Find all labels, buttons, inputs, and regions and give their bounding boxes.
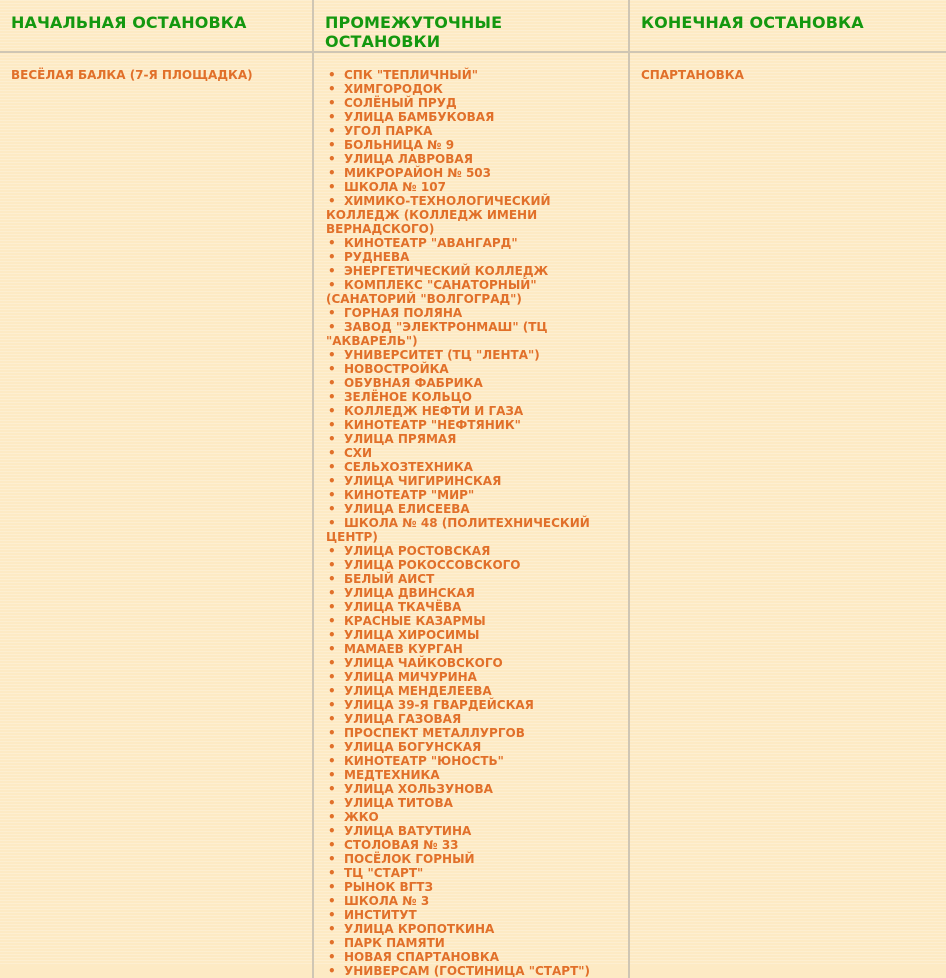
bullet-icon: •: [328, 250, 336, 264]
bullet-icon: •: [328, 642, 336, 656]
header-start-stop: НАЧАЛЬНАЯ ОСТАНОВКА: [0, 0, 313, 52]
bullet-icon: •: [328, 348, 336, 362]
stop-list-item: [326, 796, 622, 810]
stop-name: КИНОТЕАТР "МИР": [344, 488, 475, 502]
stop-list-item: [326, 936, 622, 950]
bullet-icon: •: [328, 544, 336, 558]
stop-list-item: [326, 390, 622, 404]
stop-list-item: [326, 866, 622, 880]
stop-list-item: [326, 460, 622, 474]
stop-name: ШКОЛА № 3: [344, 894, 430, 908]
bullet-icon: •: [328, 740, 336, 754]
stop-name: СОЛЁНЫЙ ПРУД: [344, 96, 457, 110]
stop-name: СПК "ТЕПЛИЧНЫЙ": [344, 68, 478, 82]
stop-list-item: [326, 558, 622, 572]
stop-name: ОБУВНАЯ ФАБРИКА: [344, 376, 483, 390]
stop-list-item: [326, 82, 622, 96]
bullet-icon: •: [328, 782, 336, 796]
stop-name: УЛИЦА РОКОССОВСКОГО: [344, 558, 521, 572]
stop-list-item: [326, 404, 622, 418]
stop-list-item: [326, 810, 622, 824]
bullet-icon: •: [328, 824, 336, 838]
stop-list-item: [326, 768, 622, 782]
bullet-icon: •: [328, 432, 336, 446]
stop-list-item: [326, 740, 622, 754]
bullet-icon: •: [328, 446, 336, 460]
intermediate-stops-cell: [313, 52, 629, 978]
stop-name: УЛИЦА МЕНДЕЛЕЕВА: [344, 684, 492, 698]
stop-name: УЛИЦА ТКАЧЁВА: [344, 600, 462, 614]
stop-name: РЫНОК ВГТЗ: [344, 880, 433, 894]
stop-name: УЛИЦА БОГУНСКАЯ: [344, 740, 482, 754]
intermediate-stops-list: [326, 68, 622, 978]
stop-name: УЛИЦА ХОЛЬЗУНОВА: [344, 782, 493, 796]
start-stop-name: ВЕСЁЛАЯ БАЛКА (7-Я ПЛОЩАДКА): [11, 68, 253, 82]
bullet-icon: •: [328, 628, 336, 642]
bullet-icon: •: [328, 404, 336, 418]
stop-name: БОЛЬНИЦА № 9: [344, 138, 455, 152]
bullet-icon: •: [328, 502, 336, 516]
stop-list-item: [326, 880, 622, 894]
stop-name: КОМПЛЕКС "САНАТОРНЫЙ" (САНАТОРИЙ "ВОЛГОГРАД"): [326, 278, 537, 306]
bullet-icon: •: [328, 418, 336, 432]
stop-name: НОВОСТРОЙКА: [344, 362, 449, 376]
stop-list-item: [326, 474, 622, 488]
bullet-icon: •: [328, 376, 336, 390]
bullet-icon: •: [328, 726, 336, 740]
stop-name: ГОРНАЯ ПОЛЯНА: [344, 306, 463, 320]
stop-name: УЛИЦА ЧАЙКОВСКОГО: [344, 656, 503, 670]
start-stop-cell: [0, 52, 313, 978]
stop-list-item: [326, 852, 622, 866]
stop-list-item: [326, 362, 622, 376]
bullet-icon: •: [328, 852, 336, 866]
stop-name: МИКРОРАЙОН № 503: [344, 166, 491, 180]
stop-name: МЕДТЕХНИКА: [344, 768, 440, 782]
stop-name: РУДНЕВА: [344, 250, 410, 264]
stop-name: ПОСЁЛОК ГОРНЫЙ: [344, 852, 475, 866]
stop-name: УЛИЦА ТИТОВА: [344, 796, 453, 810]
end-stop-name: СПАРТАНОВКА: [641, 68, 744, 82]
bullet-icon: •: [328, 558, 336, 572]
end-stop-cell: [629, 52, 946, 978]
stop-name: ШКОЛА № 48 (ПОЛИТЕХНИЧЕСКИЙ ЦЕНТР): [326, 516, 590, 544]
stop-name: ТЦ "СТАРТ": [344, 866, 424, 880]
bullet-icon: •: [328, 922, 336, 936]
stop-name: УЛИЦА ДВИНСКАЯ: [344, 586, 475, 600]
bullet-icon: •: [328, 124, 336, 138]
bullet-icon: •: [328, 488, 336, 502]
stop-list-item: [326, 306, 622, 320]
bullet-icon: •: [328, 166, 336, 180]
stop-list-item: [326, 320, 622, 348]
bullet-icon: •: [328, 908, 336, 922]
stop-name: НОВАЯ СПАРТАНОВКА: [344, 950, 499, 964]
stop-name: СХИ: [344, 446, 373, 460]
stop-list-item: [326, 194, 622, 236]
stop-name: УЛИЦА ХИРОСИМЫ: [344, 628, 480, 642]
stop-name: ЖКО: [344, 810, 379, 824]
bullet-icon: •: [328, 600, 336, 614]
stop-name: УЛИЦА ЧИГИРИНСКАЯ: [344, 474, 502, 488]
stop-list-item: [326, 656, 622, 670]
stop-name: ХИМГОРОДОК: [344, 82, 443, 96]
stop-list-item: [326, 824, 622, 838]
bullet-icon: •: [328, 362, 336, 376]
stop-list-item: [326, 166, 622, 180]
stop-list-item: [326, 110, 622, 124]
bullet-icon: •: [328, 68, 336, 82]
stop-name: СЕЛЬХОЗТЕХНИКА: [344, 460, 473, 474]
bullet-icon: •: [328, 894, 336, 908]
stop-name: УЛИЦА 39-Я ГВАРДЕЙСКАЯ: [344, 698, 534, 712]
stop-list-item: [326, 180, 622, 194]
stop-list-item: [326, 250, 622, 264]
stop-list-item: [326, 348, 622, 362]
bullet-icon: •: [328, 712, 336, 726]
stop-name: ЗЕЛЁНОЕ КОЛЬЦО: [344, 390, 472, 404]
header-intermediate-stops: ПРОМЕЖУТОЧНЫЕ ОСТАНОВКИ: [313, 0, 629, 52]
bullet-icon: •: [328, 572, 336, 586]
stop-name: УЛИЦА ЛАВРОВАЯ: [344, 152, 473, 166]
stop-name: СТОЛОВАЯ № 33: [344, 838, 459, 852]
stop-name: УЛИЦА КРОПОТКИНА: [344, 922, 495, 936]
header-end-stop: КОНЕЧНАЯ ОСТАНОВКА: [629, 0, 946, 52]
stop-list-item: [326, 712, 622, 726]
body-row: [0, 52, 946, 978]
bullet-icon: •: [328, 656, 336, 670]
stop-list-item: [326, 572, 622, 586]
bullet-icon: •: [328, 838, 336, 852]
bullet-icon: •: [328, 320, 336, 334]
bullet-icon: •: [328, 194, 336, 208]
bullet-icon: •: [328, 936, 336, 950]
stop-name: УЛИЦА МИЧУРИНА: [344, 670, 477, 684]
stop-list-item: [326, 488, 622, 502]
stop-list-item: [326, 586, 622, 600]
bullet-icon: •: [328, 768, 336, 782]
stop-name: ИНСТИТУТ: [344, 908, 417, 922]
stop-name: ХИМИКО-ТЕХНОЛОГИЧЕСКИЙ КОЛЛЕДЖ (КОЛЛЕДЖ ИМЕНИ ВЕРНАДСКОГО): [326, 194, 551, 236]
stop-list-item: [326, 964, 622, 978]
stop-list-item: [326, 908, 622, 922]
bullet-icon: •: [328, 96, 336, 110]
stop-list-item: [326, 922, 622, 936]
stop-list-item: [326, 642, 622, 656]
stop-list-item: [326, 516, 622, 544]
stop-list-item: [326, 124, 622, 138]
bullet-icon: •: [328, 306, 336, 320]
stop-list-item: [326, 670, 622, 684]
stop-name: КОЛЛЕДЖ НЕФТИ И ГАЗА: [344, 404, 524, 418]
stop-name: КИНОТЕАТР "НЕФТЯНИК": [344, 418, 521, 432]
stop-name: БЕЛЫЙ АИСТ: [344, 572, 435, 586]
bullet-icon: •: [328, 390, 336, 404]
stop-name: УЛИЦА ГАЗОВАЯ: [344, 712, 462, 726]
bullet-icon: •: [328, 460, 336, 474]
bullet-icon: •: [328, 138, 336, 152]
bullet-icon: •: [328, 474, 336, 488]
stop-list-item: [326, 894, 622, 908]
stop-name: ШКОЛА № 107: [344, 180, 446, 194]
bullet-icon: •: [328, 516, 336, 530]
stop-name: УНИВЕРСИТЕТ (ТЦ "ЛЕНТА"): [344, 348, 540, 362]
stop-list-item: [326, 628, 622, 642]
bullet-icon: •: [328, 670, 336, 684]
stop-name: МАМАЕВ КУРГАН: [344, 642, 463, 656]
stop-list-item: [326, 614, 622, 628]
stop-list-item: [326, 376, 622, 390]
stop-list-item: [326, 138, 622, 152]
bullet-icon: •: [328, 684, 336, 698]
stop-name: УГОЛ ПАРКА: [344, 124, 433, 138]
stop-list-item: [326, 152, 622, 166]
stop-list-item: [326, 278, 622, 306]
bullet-icon: •: [328, 82, 336, 96]
stop-list-item: [326, 96, 622, 110]
stop-name: УЛИЦА ЕЛИСЕЕВА: [344, 502, 470, 516]
stop-list-item: [326, 264, 622, 278]
stop-list-item: [326, 446, 622, 460]
header-row: [0, 0, 946, 52]
stop-name: УЛИЦА БАМБУКОВАЯ: [344, 110, 495, 124]
stop-list-item: [326, 950, 622, 964]
stop-list-item: [326, 600, 622, 614]
bullet-icon: •: [328, 880, 336, 894]
stop-name: ЗАВОД "ЭЛЕКТРОНМАШ" (ТЦ "АКВАРЕЛЬ"): [326, 320, 548, 348]
stop-name: ПРОСПЕКТ МЕТАЛЛУРГОВ: [344, 726, 525, 740]
bullet-icon: •: [328, 278, 336, 292]
stop-name: ЭНЕРГЕТИЧЕСКИЙ КОЛЛЕДЖ: [344, 264, 549, 278]
bullet-icon: •: [328, 586, 336, 600]
stop-list-item: [326, 838, 622, 852]
stop-list-item: [326, 726, 622, 740]
stop-name: КИНОТЕАТР "ЮНОСТЬ": [344, 754, 504, 768]
stop-name: ПАРК ПАМЯТИ: [344, 936, 445, 950]
stop-list-item: [326, 68, 622, 82]
bullet-icon: •: [328, 950, 336, 964]
stop-list-item: [326, 782, 622, 796]
stop-list-item: [326, 754, 622, 768]
stop-list-item: [326, 502, 622, 516]
bullet-icon: •: [328, 810, 336, 824]
stop-name: КРАСНЫЕ КАЗАРМЫ: [344, 614, 486, 628]
stop-name: УЛИЦА РОСТОВСКАЯ: [344, 544, 491, 558]
stop-list-item: [326, 684, 622, 698]
stop-name: УЛИЦА ПРЯМАЯ: [344, 432, 457, 446]
stop-list-item: [326, 698, 622, 712]
stop-list-item: [326, 544, 622, 558]
stop-list-item: [326, 236, 622, 250]
stop-name: УЛИЦА ВАТУТИНА: [344, 824, 472, 838]
bullet-icon: •: [328, 698, 336, 712]
stop-list-item: [326, 432, 622, 446]
bullet-icon: •: [328, 110, 336, 124]
bullet-icon: •: [328, 796, 336, 810]
bullet-icon: •: [328, 264, 336, 278]
bullet-icon: •: [328, 754, 336, 768]
stop-name: УНИВЕРСАМ (ГОСТИНИЦА "СТАРТ"): [344, 964, 590, 978]
bullet-icon: •: [328, 180, 336, 194]
bullet-icon: •: [328, 964, 336, 978]
stop-list-item: [326, 418, 622, 432]
bullet-icon: •: [328, 236, 336, 250]
bullet-icon: •: [328, 866, 336, 880]
bullet-icon: •: [328, 614, 336, 628]
bullet-icon: •: [328, 152, 336, 166]
stop-name: КИНОТЕАТР "АВАНГАРД": [344, 236, 518, 250]
